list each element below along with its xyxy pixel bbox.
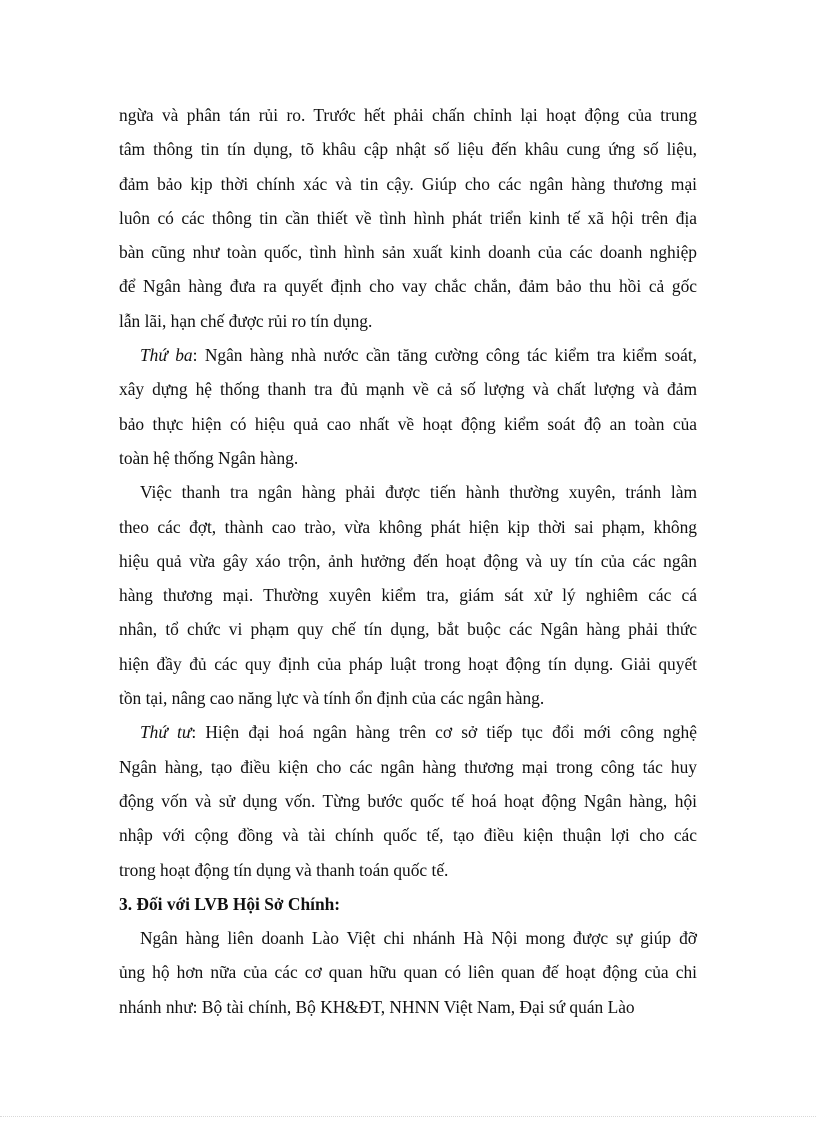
text-line: bàn cũng như toàn quốc, tình hình sản xuất kinh doanh của các doanh nghiệp [119,242,697,263]
text-line: hàng thương mại. Thường xuyên kiểm tra, giám sát xử lý nghiêm các cá [119,585,697,606]
section-heading: 3. Đối với LVB Hội Sở Chính: [119,893,341,914]
text-line: xây dựng hệ thống thanh tra đủ mạnh về cả số lượng và chất lượng và đảm [119,379,697,400]
text-line-rest: : Hiện đại hoá ngân hàng trên cơ sở tiếp tục đổi mới công nghệ [191,722,697,743]
text-line: nhân, tổ chức vi phạm quy chế tín dụng, bắt buộc các Ngân hàng phải thức [119,619,697,640]
paragraph-risk-info [119,98,697,338]
text-line: toàn hệ thống Ngân hàng. [119,447,299,468]
paragraph-thu-tu [119,715,697,886]
text-line: động vốn và sử dụng vốn. Từng bước quốc tế hoá hoạt động Ngân hàng, hội [119,790,697,811]
text-line: bảo thực hiện có hiệu quả cao nhất về hoạt động kiểm soát độ an toàn của [119,413,697,434]
text-line: hiệu quả vừa gây xáo trộn, ảnh hưởng đến hoạt động và uy tín của các ngân [119,550,697,571]
text-line: đảm bảo kịp thời chính xác và tin cậy. Giúp cho các ngân hàng thương mại [119,173,697,194]
paragraph-inspection [119,475,697,715]
paragraph-thu-ba [119,338,697,475]
paragraph-lead-label: Thứ tư [140,722,192,743]
text-line: hiện đầy đủ các quy định của pháp luật trong hoạt động tín dụng. Giải quyết [119,653,697,674]
text-line: luôn có các thông tin cần thiết về tình hình phát triển kinh tế xã hội trên địa [119,207,697,228]
text-line: nhánh như: Bộ tài chính, Bộ KH&ĐT, NHNN Việt Nam, Đại sứ quán Lào [119,996,635,1017]
body-text [119,98,697,1024]
text-line: tâm thông tin tín dụng, tõ khâu cập nhật số liệu đến khâu cung ứng số liệu, [119,139,697,160]
text-line: Việc thanh tra ngân hàng phải được tiến hành thường xuyên, tránh làm [140,482,697,503]
text-line: Ngân hàng, tạo điều kiện cho các ngân hàng thương mại trong công tác huy [119,756,697,777]
text-line [119,338,697,372]
text-line [119,715,697,749]
text-line: trong hoạt động tín dụng và thanh toán quốc tế. [119,859,449,880]
text-line: nhập với cộng đồng và tài chính quốc tế, tạo điều kiện thuận lợi cho các [119,825,697,846]
text-line: để Ngân hàng đưa ra quyết định cho vay chắc chắn, đảm bảo thu hồi cả gốc [119,276,697,297]
text-line: tồn tại, nâng cao năng lực và tính ổn định của các ngân hàng. [119,688,545,709]
paragraph-lead-label: Thứ ba [140,345,193,366]
text-line: Ngân hàng liên doanh Lào Việt chi nhánh Hà Nội mong được sự giúp đỡ [140,928,697,949]
text-line: lẫn lãi, hạn chế được rủi ro tín dụng. [119,310,373,331]
text-line-rest: : Ngân hàng nhà nước cần tăng cường công tác kiểm tra kiểm soát, [192,345,697,366]
text-line: ủng hộ hơn nữa của các cơ quan hữu quan có liên quan đế hoạt động của chi [119,962,697,983]
paragraph-lvb-head-office [119,921,697,1024]
text-line: theo các đợt, thành cao trào, vừa không phát hiện kịp thời sai phạm, không [119,516,697,537]
page-bottom-divider [0,1116,816,1117]
text-line: ngừa và phân tán rủi ro. Trước hết phải chấn chỉnh lại hoạt động của trung [119,105,697,125]
